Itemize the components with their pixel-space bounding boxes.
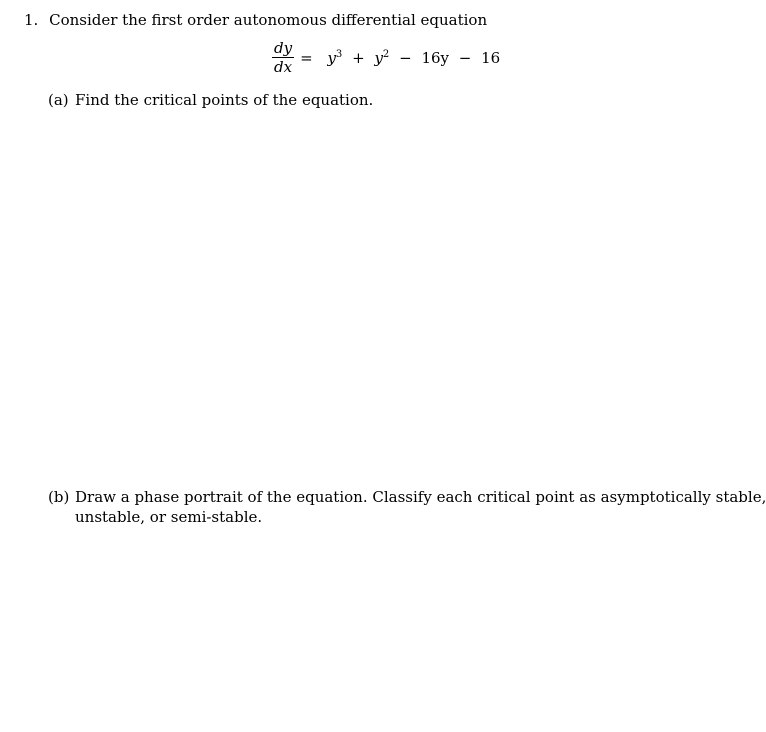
part-b-text — [75, 487, 766, 527]
term-y-cubed-exp: 3 — [335, 48, 343, 60]
problem-text: Consider the first order autonomous differential equation — [49, 11, 488, 29]
problem-statement — [24, 10, 487, 30]
problem-number: 1. — [24, 11, 39, 29]
part-a-text: Find the critical points of the equation. — [75, 91, 374, 109]
part-b — [48, 487, 766, 527]
term-y-squared-exp: 2 — [382, 48, 390, 60]
term-16y: 16y — [421, 48, 449, 67]
fraction-denominator: dx — [274, 58, 293, 76]
term-constant: 16 — [481, 48, 501, 67]
minus-sign-2: − — [458, 48, 472, 67]
equation-rhs — [300, 48, 500, 68]
fraction-numerator: dy — [274, 39, 293, 57]
equals-sign: = — [300, 48, 313, 67]
part-b-line-2: unstable, or semi-stable. — [75, 508, 263, 526]
part-a — [48, 90, 678, 110]
minus-sign-1: − — [399, 48, 412, 67]
term-y-squared-base: y — [374, 48, 383, 67]
part-b-line-1: Draw a phase portrait of the equation. Classify each critical point as asymptotically stable, — [75, 488, 766, 506]
part-b-label: (b) — [48, 488, 70, 506]
differential-equation — [272, 40, 500, 75]
part-a-label: (a) — [48, 91, 69, 109]
plus-sign: + — [352, 48, 365, 67]
term-y-cubed-base: y — [327, 48, 336, 67]
derivative-fraction — [272, 40, 294, 75]
